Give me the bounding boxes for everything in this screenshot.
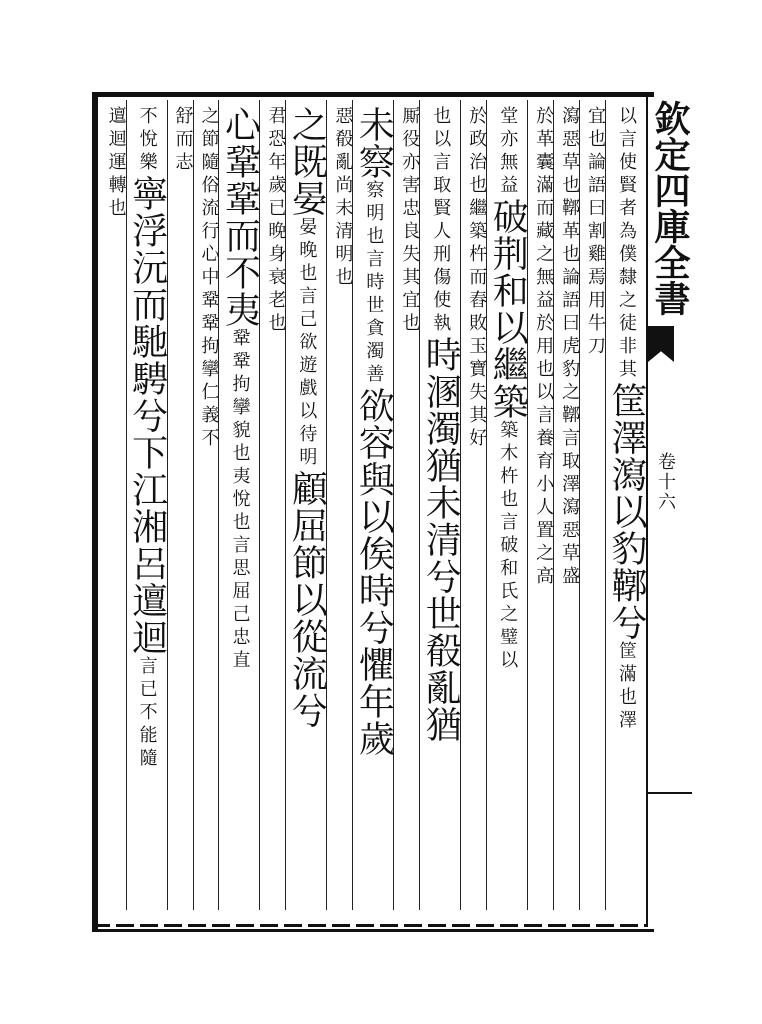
commentary-text: 筐滿也澤 bbox=[616, 641, 637, 733]
commentary-text: 惡殽亂尚未清明也 bbox=[332, 106, 354, 290]
commentary-text: 晏晚也言己欲遊戲以待明 bbox=[296, 217, 318, 470]
commentary-text: 於政治也 bbox=[466, 106, 488, 198]
main-text: 時溷濁猶未清兮世殽亂猶 bbox=[420, 336, 462, 743]
text-column bbox=[259, 100, 285, 910]
text-column bbox=[527, 100, 553, 910]
commentary-text: 不悅樂 bbox=[136, 106, 158, 175]
commentary-text: 邅迴運轉也 bbox=[105, 106, 127, 221]
main-text: 筐澤瀉以豹鞹兮 bbox=[606, 382, 647, 641]
commentary-text: 堂亦無益 bbox=[497, 106, 519, 198]
text-column bbox=[100, 100, 126, 910]
commentary-text: 也以言取賢人刑傷使執 bbox=[430, 106, 452, 336]
text-column bbox=[193, 100, 219, 910]
text-column bbox=[605, 100, 646, 910]
text-column bbox=[126, 100, 167, 910]
main-text: 之既晏 bbox=[286, 106, 328, 217]
text-column bbox=[486, 100, 527, 910]
bottom-border bbox=[92, 924, 648, 927]
text-column bbox=[460, 100, 486, 910]
strip-divider bbox=[648, 792, 692, 794]
main-text: 破荆和以繼築 bbox=[487, 198, 529, 420]
commentary-text: 之節隨俗流行心中鞏鞏拘攣仁義不 bbox=[198, 106, 220, 451]
book-title: 欽定四庫全書 bbox=[649, 100, 691, 316]
text-column bbox=[352, 100, 393, 910]
commentary-text: 鞏鞏拘攣貌也夷悅也言思屈己忠直 bbox=[229, 328, 251, 673]
commentary-text: 厮役亦害忠良失其宜也 bbox=[399, 106, 421, 336]
commentary-text: 言已不能隨 bbox=[136, 656, 158, 771]
commentary-text: 君恐年歲已晚身衰老也 bbox=[265, 106, 287, 336]
main-text: 寧浮沅而馳騁兮下江湘呂邅迴 bbox=[126, 175, 168, 656]
commentary-text: 宜也論語曰割雞焉用牛刀 bbox=[585, 106, 606, 359]
commentary-text: 察明也言時世貪濁善 bbox=[363, 180, 385, 387]
text-column bbox=[419, 100, 460, 910]
volume-number: 卷十六 bbox=[655, 452, 676, 512]
commentary-text: 繼築杵而舂敗玉寶失其好 bbox=[466, 198, 488, 451]
main-text: 未察 bbox=[353, 106, 395, 180]
text-column bbox=[167, 100, 193, 910]
text-column bbox=[553, 100, 579, 910]
main-text: 顧屈節以從流兮 bbox=[286, 470, 328, 729]
commentary-text: 以言使賢者為僕隸之徒非其 bbox=[616, 106, 637, 382]
text-column bbox=[393, 100, 419, 910]
text-column bbox=[285, 100, 326, 910]
commentary-text: 舒而志 bbox=[172, 106, 194, 175]
main-text: 欲容與以俟時兮懼年歲 bbox=[353, 387, 395, 757]
text-column bbox=[579, 100, 605, 910]
text-columns bbox=[100, 100, 646, 910]
commentary-text: 築木杵也言破和氏之璧以 bbox=[497, 420, 519, 673]
text-column bbox=[326, 100, 352, 910]
main-text: 心鞏鞏而不夷 bbox=[219, 106, 261, 328]
commentary-text: 瀉惡草也鞹革也論語曰虎豹之鞹言取澤瀉惡草盛 bbox=[559, 106, 581, 589]
text-column bbox=[218, 100, 259, 910]
commentary-text: 於革囊滿而藏之無益於用也以言養育小人置之高 bbox=[533, 106, 555, 589]
